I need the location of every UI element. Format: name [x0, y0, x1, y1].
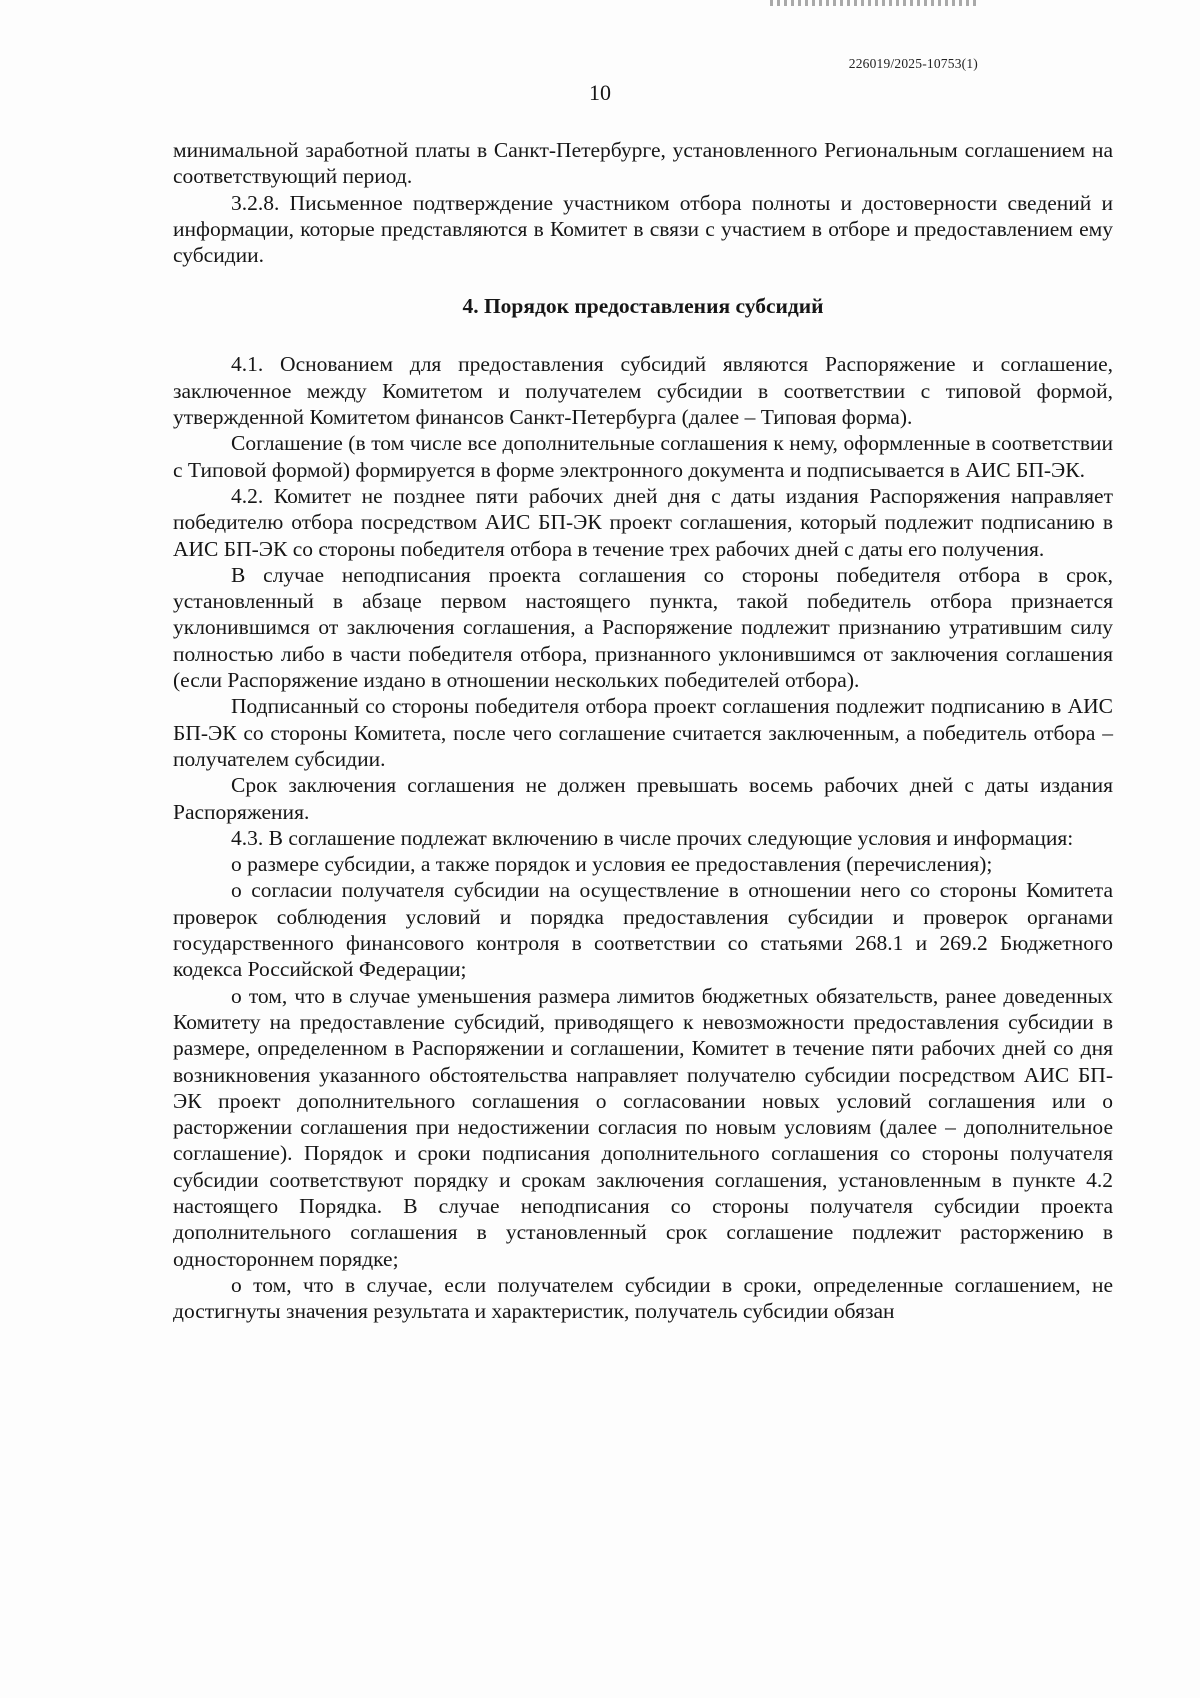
paragraph-4-1-agreement: Соглашение (в том числе все дополнительные соглашения к нему, оформленные в соответствии с Типовой формой) формируется в форме электронного документа и подписывается в АИС БП-ЭК.: [173, 431, 1113, 482]
paragraph-4-2-signed: Подписанный со стороны победителя отбора проект соглашения подлежит подписанию в АИС БП-ЭК со стороны Комитета, после чего соглашение считается заключенным, а победитель отбора – получателем субсидии.: [173, 694, 1113, 771]
paragraph-4-3-results: о том, что в случае, если получателем субсидии в сроки, определенные соглашением, не достигнуты значения результата и характеристик, получатель субсидии обязан: [173, 1272, 1113, 1324]
page-number: 10: [589, 80, 611, 105]
paragraph-4-2-term: Срок заключения соглашения не должен превышать восемь рабочих дней с даты издания Распоряжения.: [173, 773, 1113, 824]
paragraph-4-3-size: о размере субсидии, а также порядок и условия ее предоставления (перечисления);: [231, 852, 993, 877]
paragraph-4-2: 4.2. Комитет не позднее пяти рабочих дней дня с даты издания Распоряжения направляет победителю отбора посредством АИС БП-ЭК проект соглашения, который подлежит подписанию в АИС БП-ЭК со стороны победителя отбора в течение трех рабочих дней с даты его получения.: [173, 483, 1113, 561]
paragraph-4-3-consent: о согласии получателя субсидии на осуществление в отношении него со стороны Комитета проверок соблюдения условий и порядка предоставления субсидии и проверок органами государственного финансового контроля в соответствии со статьями 268.1 и 269.2 Бюджетного кодекса Российской Федерации;: [173, 878, 1113, 982]
section-title: 4. Порядок предоставления субсидий: [462, 294, 824, 319]
paragraph-continuation: минимальной заработной платы в Санкт-Петербурге, установленного Региональным соглашением на соответствующий период.: [173, 138, 1113, 189]
paragraph-4-3: 4.3. В соглашение подлежат включению в числе прочих следующие условия и информация:: [231, 825, 1074, 850]
document-registration-number: 226019/2025-10753(1): [848, 56, 978, 71]
paragraph-4-1: 4.1. Основанием для предоставления субсидий являются Распоряжение и соглашение, заключенное между Комитетом и получателем субсидии в соответствии с типовой формой, утвержденной Комитетом финансов Санкт-Петербурга (далее – Типовая форма).: [173, 352, 1113, 430]
paragraph-4-2-refusal: В случае неподписания проекта соглашения со стороны победителя отбора в срок, установленный в абзаце первом настоящего пункта, такой победитель отбора признается уклонившимся от заключения соглашения, а Распоряжение подлежит признанию утратившим силу полностью либо в части победителя отбора, признанного уклонившимся от заключения соглашения (если Распоряжение издано в отношении нескольких победителей отбора).: [173, 562, 1113, 693]
paragraph-3-2-8: 3.2.8. Письменное подтверждение участником отбора полноты и достоверности сведений и информации, которые представляются в Комитет в связи с участием в отборе и предоставлением ему субсидии.: [173, 190, 1113, 268]
paragraph-4-3-limits: о том, что в случае уменьшения размера лимитов бюджетных обязательств, ранее доведенных Комитету на предоставление субсидий, приводящего к невозможности предоставления субсидии в размере, определенном в Распоряжении и соглашении, Комитет в течение пяти рабочих дней со дня возникновения указанного обстоятельства направляет получателю субсидии посредством АИС БП-ЭК проект дополнительного соглашения о согласовании новых условий соглашения или о расторжении соглашения при недостижении согласия по новым условиям (далее – дополнительное соглашение). Порядок и сроки подписания дополнительного соглашения со стороны получателя субсидии соответствуют порядку и срокам заключения соглашения, установленным в пункте 4.2 настоящего Порядка. В случае неподписания со стороны получателя субсидии проекта дополнительного соглашения в установленный срок соглашение подлежит расторжению в одностороннем порядке;: [173, 983, 1113, 1271]
scan-artifact: [770, 0, 980, 6]
document-body: [173, 137, 1113, 1324]
